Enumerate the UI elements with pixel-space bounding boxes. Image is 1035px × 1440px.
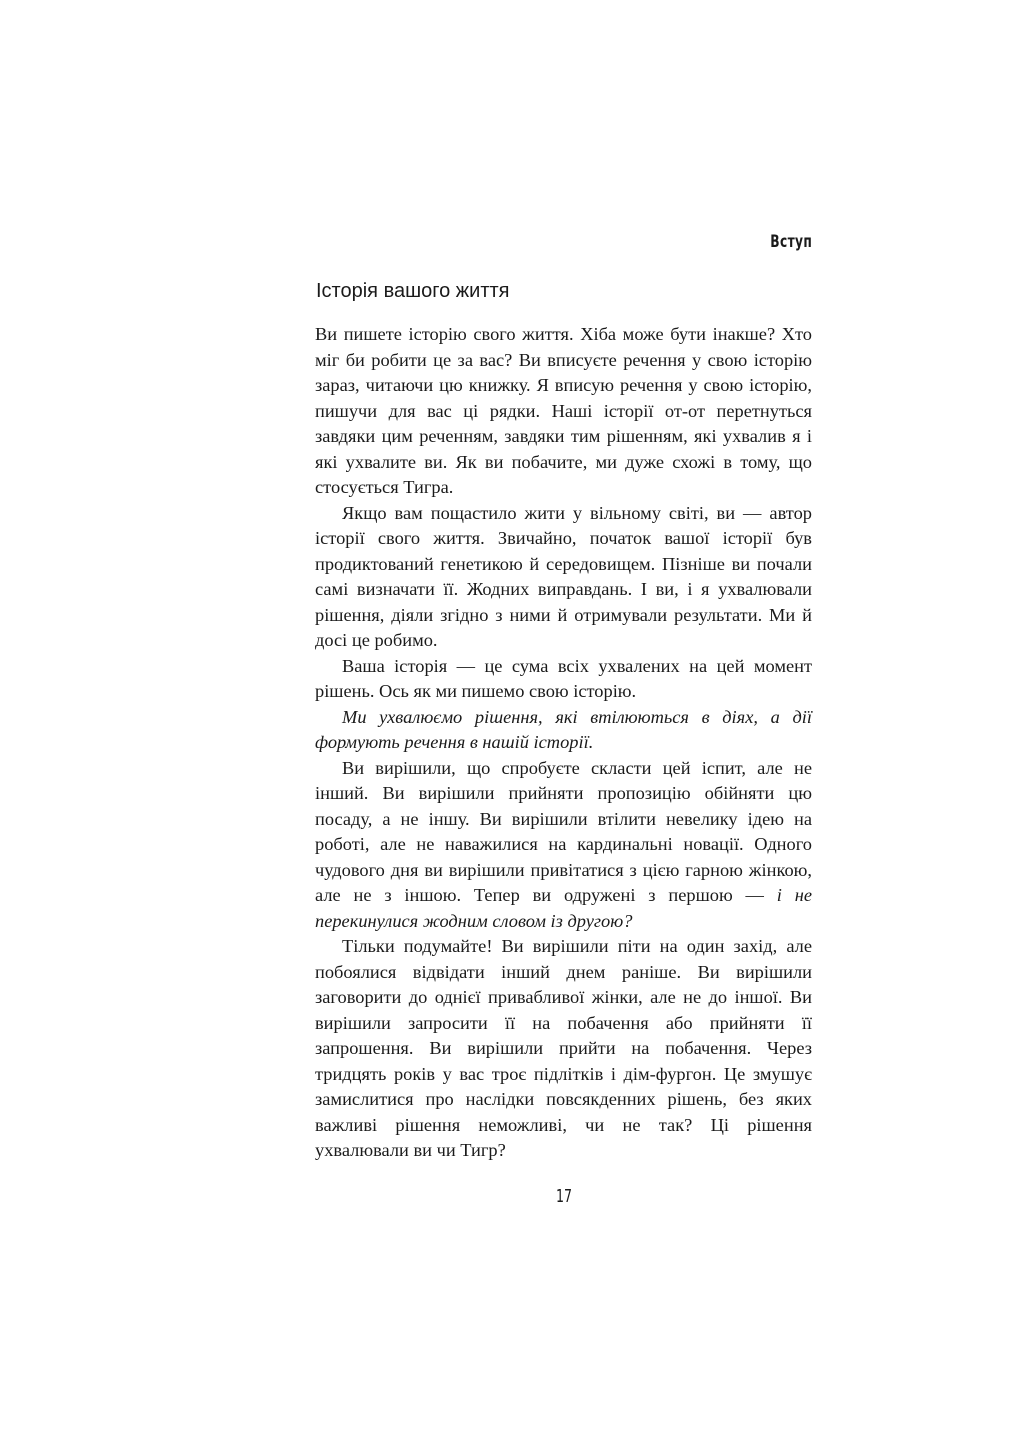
paragraph-1: Ви пишете історію свого життя. Хіба може бути інакше? Хто міг би робити це за вас? Ви вписуєте речення у свою історію зараз, читаючи цю книжку. Я вписую речення у свою історію, пишучи для вас ці рядки. Наші історії от-от перетнуться завдяки цим реченням, завдяки тим рішенням, які ухвалив я і які ухвалите ви. Як ви побачите, ми дуже схожі в тому, що стосується Тигра. <box>315 324 812 497</box>
running-head: Вступ <box>770 232 812 252</box>
paragraph-4 <box>315 705 812 756</box>
paragraph-5 <box>315 756 812 935</box>
paragraph-2: Якщо вам пощастило жити у вільному світі, ви — автор історії свого життя. Звичайно, початок вашої історії був продиктований генетикою й середовищем. Пізніше ви почали самі визначати її. Жодних виправдань. І ви, і я ухвалювали рішення, діяли згідно з ними й отримували результати. Ми й досі це робимо. <box>315 502 812 650</box>
paragraph-6: Тільки подумайте! Ви вирішили піти на один захід, але побоялися відвідати інший днем раніше. Ви вирішили заговорити до однієї привабливої жінки, але не до іншої. Ви вирішили запросити її на побачення або прийняти її запрошення. Ви вирішили прийти на побачення. Через тридцять років у вас троє підлітків і дім-фургон. Це змушує замислитися про наслідки повсякденних рішень, без яких важливі рішення неможливі, чи не так? Ці рішення ухвалювали ви чи Тигр? <box>315 936 812 1160</box>
section-title: Історія вашого життя <box>316 280 510 302</box>
body-text <box>315 322 812 1164</box>
page-number: 17 <box>555 1186 573 1207</box>
italic-statement: Ми ухвалюємо рішення, які втілюються в діях, а дії формують речення в нашій історії. <box>315 706 812 752</box>
paragraph-3: Ваша історія — це сума всіх ухвалених на цей момент рішень. Ось як ми пишемо свою історію. <box>315 655 812 701</box>
paragraph-5-text: Ви вирішили, що спробуєте скласти цей іспит, але не інший. Ви вирішили прийняти пропозицію обійняти цю посаду, а не іншу. Ви вирішили втілити невелику ідею на роботі, але не наважилися на кардинальні новації. Одного чудового дня ви вирішили привітатися з цією гарною жінкою, але не з іншою. Тепер ви одружені з першою — <box>315 757 812 905</box>
paragraph-5-italic: і не перекинулися жодним словом із другою? <box>315 885 812 931</box>
